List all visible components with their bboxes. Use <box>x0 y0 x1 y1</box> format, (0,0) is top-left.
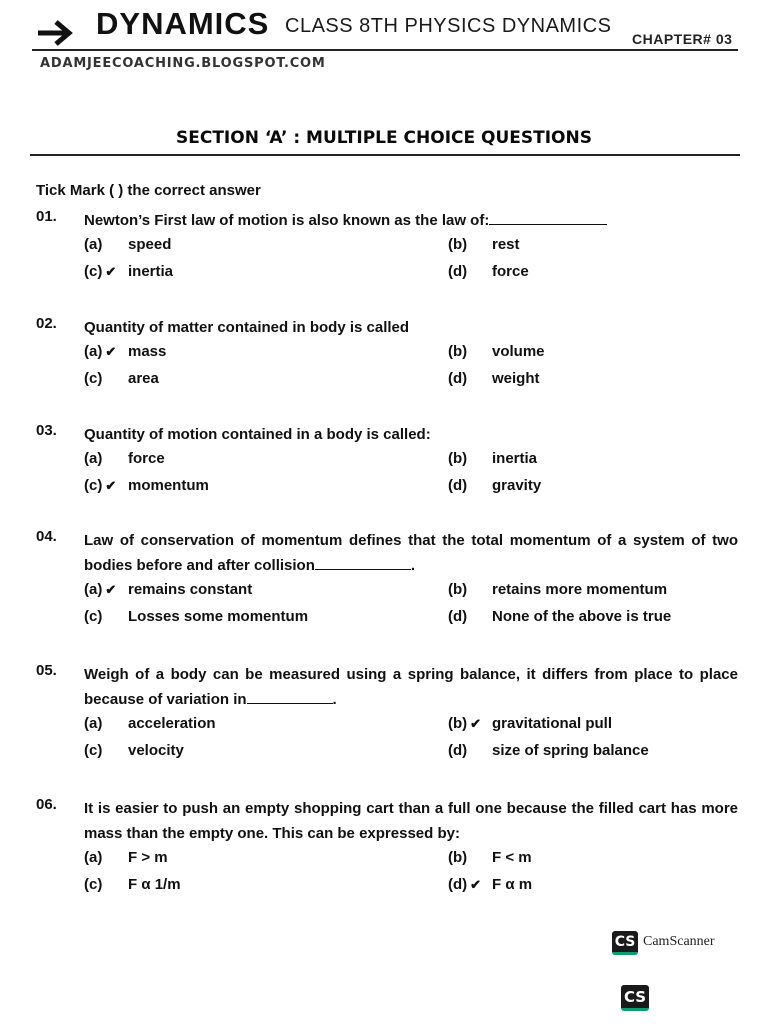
option-letter: (c) <box>84 742 103 759</box>
page-header <box>32 4 738 50</box>
option-letter: (d) <box>448 876 468 893</box>
option-label <box>448 715 481 732</box>
arrow-right-icon <box>36 18 76 48</box>
option-letter: (b) <box>448 715 468 732</box>
option-text: acceleration <box>128 715 216 732</box>
question-text <box>84 315 738 340</box>
option-label <box>448 581 467 598</box>
option-label <box>84 343 116 360</box>
question-number: 02. <box>36 315 57 332</box>
question-number: 06. <box>36 796 57 813</box>
option-label <box>84 370 102 387</box>
option-label <box>448 876 481 893</box>
question-text-content: Law of conservation of momentum defines that the total momentum of a system of two bodies before and after collision <box>84 532 738 574</box>
option-letter: (c) <box>84 876 103 893</box>
option-text: weight <box>492 370 540 387</box>
option-letter: (c) <box>84 370 103 387</box>
option-text: F < m <box>492 849 532 866</box>
check-mark-icon: ✔ <box>105 478 117 493</box>
option-text: F α 1/m <box>128 876 181 893</box>
option-label <box>84 236 102 253</box>
website-text: ADAMJEECOACHING.BLOGSPOT.COM <box>40 56 326 71</box>
option-text: rest <box>492 236 520 253</box>
answer-blank <box>315 556 411 570</box>
check-mark-icon: ✔ <box>470 716 482 731</box>
option-letter: (b) <box>448 343 468 360</box>
option-text: volume <box>492 343 545 360</box>
option-label <box>84 608 102 625</box>
option-text: force <box>492 263 529 280</box>
option-label <box>448 742 467 759</box>
check-mark-icon: ✔ <box>105 582 117 597</box>
option-label <box>448 450 467 467</box>
option-letter: (a) <box>84 236 103 253</box>
check-mark-icon: ✔ <box>105 264 117 279</box>
option-text: momentum <box>128 477 209 494</box>
option-letter: (a) <box>84 849 103 866</box>
option-label <box>84 715 102 732</box>
section-divider <box>30 154 740 156</box>
option-label <box>84 581 116 598</box>
header-subtitle: CLASS 8TH PHYSICS DYNAMICS <box>285 15 612 37</box>
camscanner-badge-icon: CS <box>621 985 649 1011</box>
question-text <box>84 422 738 447</box>
answer-blank <box>247 690 333 704</box>
question-text-content: Quantity of matter contained in body is called <box>84 319 410 336</box>
section-title: SECTION ‘A’ : MULTIPLE CHOICE QUESTIONS <box>176 128 592 148</box>
option-text: gravitational pull <box>492 715 613 732</box>
header-title: DYNAMICS <box>96 6 270 41</box>
question-text <box>84 796 738 846</box>
question-number: 04. <box>36 528 57 545</box>
option-label <box>84 742 102 759</box>
option-letter: (c) <box>84 477 103 494</box>
question-trail: . <box>410 557 416 574</box>
option-label <box>448 236 467 253</box>
option-text: mass <box>128 343 167 360</box>
option-label <box>448 849 467 866</box>
option-text: gravity <box>492 477 542 494</box>
question-number: 03. <box>36 422 57 439</box>
question-text-content: Newton’s First law of motion is also known as the law of: <box>84 212 490 229</box>
option-letter: (d) <box>448 263 468 280</box>
question-text <box>84 528 738 578</box>
question-text-content: Weigh of a body can be measured using a spring balance, it differs from place to place because of variation in <box>84 666 738 708</box>
option-text: remains constant <box>128 581 253 598</box>
question-text <box>84 208 738 233</box>
answer-blank <box>489 211 607 225</box>
header-divider <box>32 49 738 51</box>
option-text: area <box>128 370 159 387</box>
option-letter: (a) <box>84 581 103 598</box>
option-text: Losses some momentum <box>128 608 309 625</box>
option-text: None of the above is true <box>492 608 672 625</box>
option-label <box>448 370 467 387</box>
option-text: inertia <box>128 263 174 280</box>
option-letter: (d) <box>448 742 468 759</box>
option-letter: (a) <box>84 450 103 467</box>
option-letter: (c) <box>84 263 103 280</box>
option-text: force <box>128 450 165 467</box>
option-letter: (a) <box>84 715 103 732</box>
option-label <box>84 263 116 280</box>
instruction-text: Tick Mark ( ) the correct answer <box>36 182 261 199</box>
option-label <box>84 876 102 893</box>
option-label <box>448 608 467 625</box>
option-text: F > m <box>128 849 168 866</box>
camscanner-label: CamScanner <box>643 934 715 949</box>
option-letter: (b) <box>448 849 468 866</box>
question-trail: . <box>332 691 337 708</box>
question-number: 01. <box>36 208 57 225</box>
option-label <box>448 477 467 494</box>
camscanner-logo-icon: CS <box>612 931 638 955</box>
option-text: size of spring balance <box>492 742 649 759</box>
option-letter: (d) <box>448 477 468 494</box>
option-letter: (b) <box>448 236 468 253</box>
chapter-label: CHAPTER# 03 <box>632 31 733 47</box>
option-text: inertia <box>492 450 538 467</box>
option-label <box>84 477 116 494</box>
question-text-content: Quantity of motion contained in a body is called: <box>84 426 431 443</box>
option-label <box>448 263 467 280</box>
check-mark-icon: ✔ <box>470 877 482 892</box>
option-text: retains more momentum <box>492 581 668 598</box>
option-label <box>84 849 102 866</box>
option-letter: (b) <box>448 581 468 598</box>
question-text <box>84 662 738 712</box>
question-text-content: It is easier to push an empty shopping cart than a full one because the filled cart has more mass than the empty one. This can be expressed by: <box>84 800 738 842</box>
option-letter: (d) <box>448 608 468 625</box>
option-letter: (b) <box>448 450 468 467</box>
option-text: velocity <box>128 742 184 759</box>
option-letter: (c) <box>84 608 103 625</box>
option-text: speed <box>128 236 172 253</box>
check-mark-icon: ✔ <box>105 344 117 359</box>
question-number: 05. <box>36 662 57 679</box>
option-letter: (a) <box>84 343 103 360</box>
option-text: F α m <box>492 876 533 893</box>
option-letter: (d) <box>448 370 468 387</box>
option-label <box>448 343 467 360</box>
option-label <box>84 450 102 467</box>
